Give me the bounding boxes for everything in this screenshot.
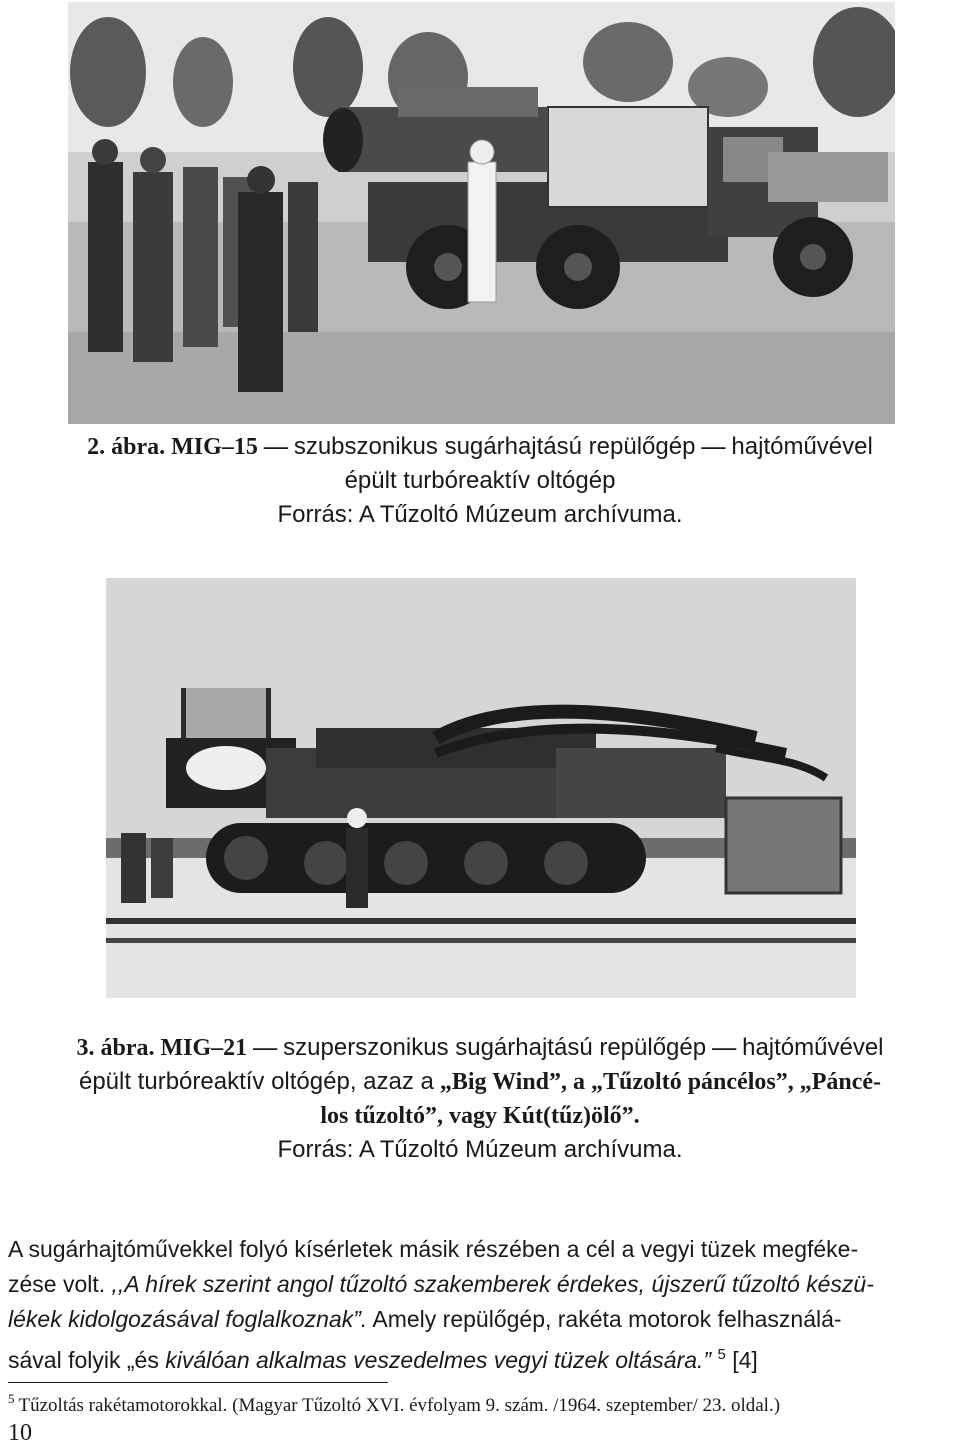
figure-2-dash-1: — [263,434,288,460]
footnote-mark: 5 [8,1391,15,1406]
paragraph-quote-1a: ,,A hírek szerint angol tűzoltó szakemberek érdekes, újszerű tűzoltó készü- [111,1271,874,1297]
figure-3-dash-1: — [253,1035,278,1061]
figure-3-caption-line-3 [0,1099,960,1133]
figure-2-caption [0,430,960,532]
figure-3-caption-line-2 [0,1065,960,1099]
footnote-divider [8,1382,388,1383]
figure-3-desc-b: hajtóművével [742,1034,884,1061]
figure-3-image [106,578,856,998]
paragraph-line-1: A sugárhajtóművekkel folyó kísérletek másik részében a cél a vegyi tüzek megféke- [8,1236,859,1262]
figure-3-title: MIG–21 [160,1035,248,1061]
figure-3-desc-a: szuperszonikus sugárhajtású repülőgép [283,1034,707,1061]
footnote [8,1391,780,1417]
figure-2-title: MIG–15 [171,434,258,460]
citation: [4] [725,1347,758,1373]
paragraph-line-2a: zése volt. [8,1271,112,1297]
body-paragraph [8,1232,954,1378]
figure-2-caption-line-1 [0,430,960,464]
paragraph-line-3b: Amely repülőgép, rakéta motorok felhasználá- [367,1306,842,1332]
figure-3-caption [0,1031,960,1167]
figure-3-caption-line-1 [0,1031,960,1065]
figure-2-desc-a: szubszonikus sugárhajtású repülőgép [293,433,696,460]
paragraph-line-4 [8,1337,954,1378]
figure-2-image [68,2,895,424]
figure-3-source: Forrás: A Tűzoltó Múzeum archívuma. [277,1136,683,1163]
figure-3-dash-2: — [712,1035,737,1061]
figure-2-caption-line-2: épült turbóreaktív oltógép [344,467,616,494]
footnote-text: Tűzoltás rakétamotorokkal. (Magyar Tűzoltó XVI. évfolyam 9. szám. /1964. szeptember/ 23. oldal.) [18,1395,781,1416]
figure-2-desc-b: hajtóművével [731,433,873,460]
paragraph-quote-1b: lékek kidolgozásával foglalkoznak”. [8,1306,368,1332]
figure-3-names-1: „Big Wind”, a „Tűzoltó páncélos”, „Páncé- [439,1069,882,1095]
paragraph-line-2 [8,1267,954,1302]
figure-2-photo [68,2,895,424]
figure-2-dash-2: — [701,434,726,460]
figure-3-photo [106,578,856,998]
figure-3-number: 3. ábra. [76,1035,155,1061]
paragraph-line-3 [8,1302,954,1337]
figure-3-line-2a: épült turbóreaktív oltógép, azaz a [78,1068,434,1095]
figure-2-source: Forrás: A Tűzoltó Múzeum archívuma. [277,501,683,528]
figure-3-names-2: los tűzoltó”, vagy Kút(tűz)ölő”. [320,1103,640,1129]
footnote-reference[interactable]: 5 [717,1346,726,1363]
paragraph-quote-2: kiválóan alkalmas veszedelmes vegyi tüzek oltására.” [165,1347,712,1373]
paragraph-line-4a: sával folyik „és [8,1347,166,1373]
figure-2-number: 2. ábra. [87,434,166,460]
page-number: 10 [8,1420,32,1446]
